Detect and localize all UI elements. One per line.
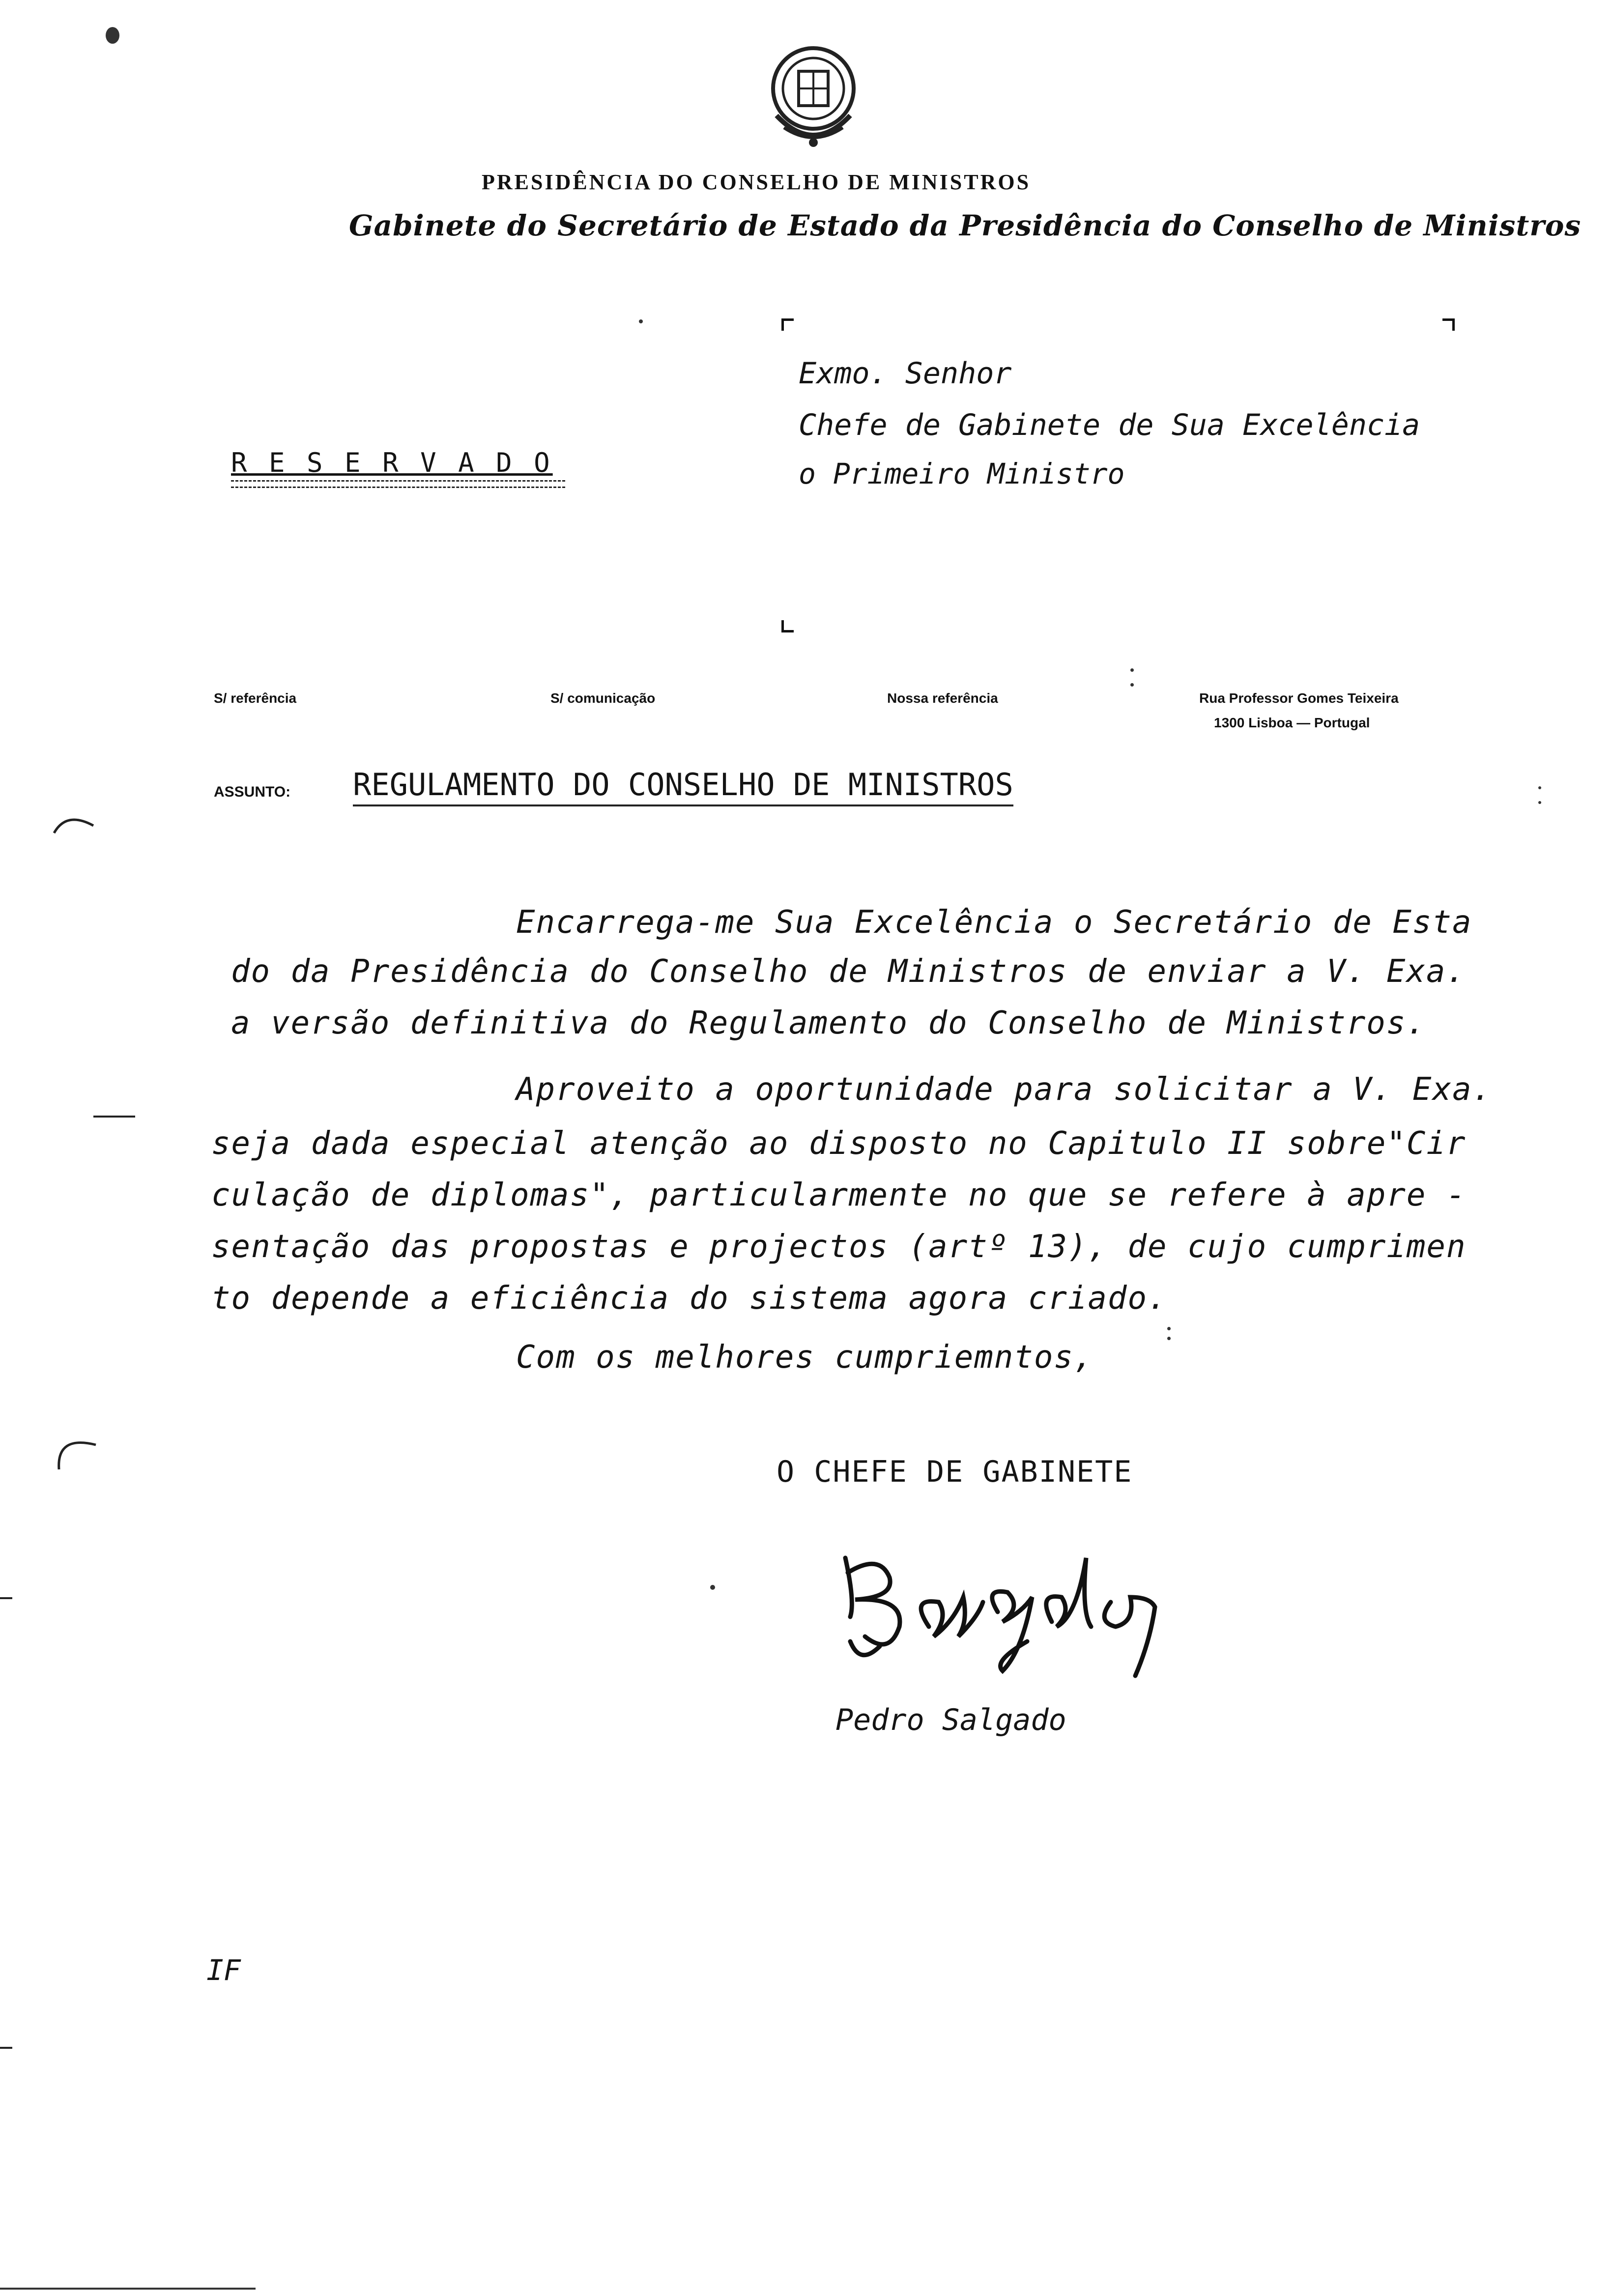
address-line-2: 1300 Lisboa — Portugal [1214,715,1370,730]
body-p1-line-3: a versão definitiva do Regulamento do Conselho de Ministros. [231,1005,1426,1041]
scan-speck [1538,786,1541,789]
scan-speck [1167,1327,1171,1330]
scan-speck [639,319,643,323]
body-p2-line-1: Aproveito a oportunidade para solicitar a V. Exa. [516,1071,1493,1108]
scan-speck [106,27,119,44]
scan-bottom-line [0,2288,256,2290]
body-p2-line-2: seja dada especial atenção ao disposto no Capitulo II sobre"Cir [211,1125,1467,1162]
body-p2-line-5: to depende a eficiência do sistema agora criado. [211,1280,1168,1317]
recipient-line-2: Chefe de Gabinete de Sua Excelência [799,408,1420,442]
classification-label: R E S E R V A D O [231,447,553,478]
body-p1-line-2: do da Presidência do Conselho de Ministros de enviar a V. Exa. [231,953,1466,990]
your-reference-label: S/ referência [214,690,297,706]
window-corner-top-right [1442,318,1455,331]
scan-speck [1130,668,1134,672]
your-communication-label: S/ comunicação [550,690,656,706]
scan-edge-mark [0,2047,12,2049]
department-name: Gabinete do Secretário de Estado da Presidência do Conselho de Ministros [349,209,1582,242]
scan-speck [1130,683,1134,687]
emblem-seal [762,42,865,155]
recipient-line-3: o Primeiro Ministro [799,457,1125,490]
body-p2-line-4: sentação das propostas e projectos (artº 13), de cujo cumprimen [211,1229,1467,1265]
scan-speck [1167,1337,1171,1340]
address-line-1: Rua Professor Gomes Teixeira [1199,690,1399,706]
scan-arc-mark [52,811,96,835]
scan-edge-mark [0,1597,12,1599]
subject-text: REGULAMENTO DO CONSELHO DE MINISTROS [353,767,1013,806]
window-corner-top-left [781,318,794,331]
classification-block [231,447,565,488]
scan-speck [710,1585,715,1590]
window-corner-bottom-left [781,620,794,632]
body-p1-line-1: Encarrega-me Sua Excelência o Secretário de Esta [516,904,1472,941]
recipient-line-1: Exmo. Senhor [799,356,1012,391]
scan-edge-mark [93,1116,135,1118]
closing-line: Com os melhores cumpriemntos, [516,1339,1094,1376]
handwritten-signature [835,1543,1170,1681]
scan-arc-mark [52,1425,101,1474]
body-p2-line-3: culação de diplomas", particularmente no que se refere à apre - [211,1177,1467,1213]
organization-name: PRESIDÊNCIA DO CONSELHO DE MINISTROS [482,170,1031,194]
our-reference-label: Nossa referência [887,690,998,706]
subject-label: ASSUNTO: [214,784,291,800]
scan-speck [1538,801,1541,804]
signature-title: O CHEFE DE GABINETE [777,1455,1133,1489]
typist-initials: IF [206,1953,241,1987]
signatory-name: Pedro Salgado [835,1703,1066,1737]
classification-double-underline [231,480,565,488]
